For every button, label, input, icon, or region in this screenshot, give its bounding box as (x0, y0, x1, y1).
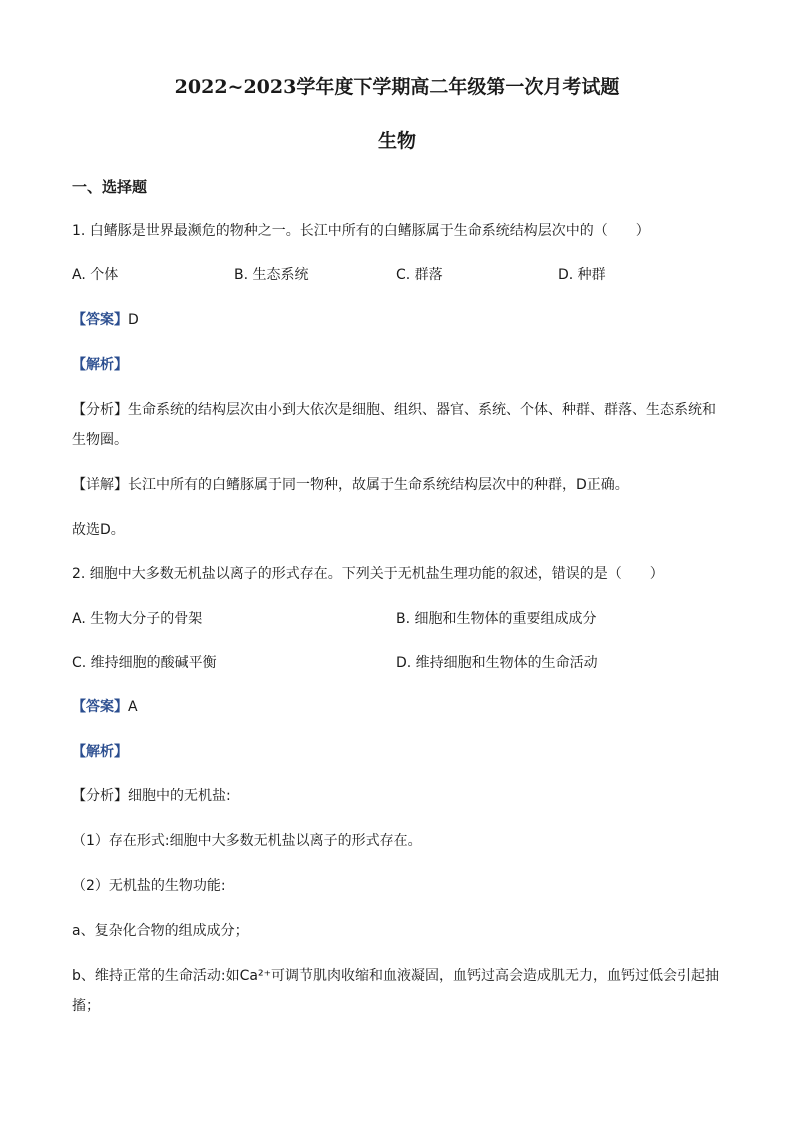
question-1-stem: 1. 白鳍豚是世界最濒危的物种之一。长江中所有的白鳍豚属于生命系统结构层次中的（ ） (72, 223, 650, 239)
question-2-stem: 2. 细胞中大多数无机盐以离子的形式存在。下列关于无机盐生理功能的叙述，错误的是（ ） (72, 566, 664, 582)
xiangjie-tag: 【详解】 (72, 477, 128, 493)
xiangjie-text: 长江中所有的白鳍豚属于同一物种，故属于生命系统结构层次中的种群，D正确。 (128, 477, 629, 493)
question-1-option-c: C. 群落 (396, 267, 443, 283)
question-1-option-d: D. 种群 (558, 267, 606, 283)
fenxi-text: 细胞中的无机盐: (128, 788, 231, 804)
question-2-option-b: B. 细胞和生物体的重要组成成分 (396, 611, 597, 627)
question-2-fenxi (72, 786, 231, 806)
fenxi-text: 生命系统的结构层次由小到大依次是细胞、组织、器官、系统、个体、种群、群落、生态系统和生物圈。 (72, 402, 716, 448)
question-2-point-a: a、复杂化合物的组成成分； (72, 923, 249, 939)
fenxi-tag: 【分析】 (72, 788, 128, 804)
answer-tag: 【答案】 (72, 699, 128, 715)
exam-title: 2022~2023学年度下学期高二年级第一次月考试题 (174, 76, 620, 98)
answer-tag: 【答案】 (72, 312, 128, 328)
question-1-analysis-heading (72, 355, 128, 375)
question-1-fenxi (72, 395, 724, 455)
analysis-tag: 【解析】 (72, 744, 128, 760)
question-2-point-b: b、维持正常的生命活动:如Ca²⁺可调节肌肉收缩和血液凝固，血钙过高会造成肌无力，血钙过低会引起抽搐； (72, 968, 719, 1014)
answer-value: A (128, 699, 138, 715)
question-2-analysis-heading (72, 742, 128, 762)
question-1-answer (72, 310, 139, 330)
question-1-option-b: B. 生态系统 (234, 267, 309, 283)
question-2-answer (72, 697, 138, 717)
question-1-xiangjie (72, 475, 629, 495)
question-2-point-2: （2）无机盐的生物功能: (72, 878, 226, 894)
section-heading: 一、选择题 (72, 178, 148, 196)
question-2-point-1: （1）存在形式:细胞中大多数无机盐以离子的形式存在。 (72, 833, 422, 849)
question-1-conclusion: 故选D。 (72, 522, 125, 538)
question-1-option-a: A. 个体 (72, 267, 119, 283)
analysis-tag: 【解析】 (72, 357, 128, 373)
answer-value: D (128, 312, 139, 328)
question-2-option-a: A. 生物大分子的骨架 (72, 611, 203, 627)
question-2-option-c: C. 维持细胞的酸碱平衡 (72, 655, 217, 671)
subject-title: 生物 (377, 130, 416, 152)
question-2-option-d: D. 维持细胞和生物体的生命活动 (396, 655, 598, 671)
fenxi-tag: 【分析】 (72, 402, 128, 418)
